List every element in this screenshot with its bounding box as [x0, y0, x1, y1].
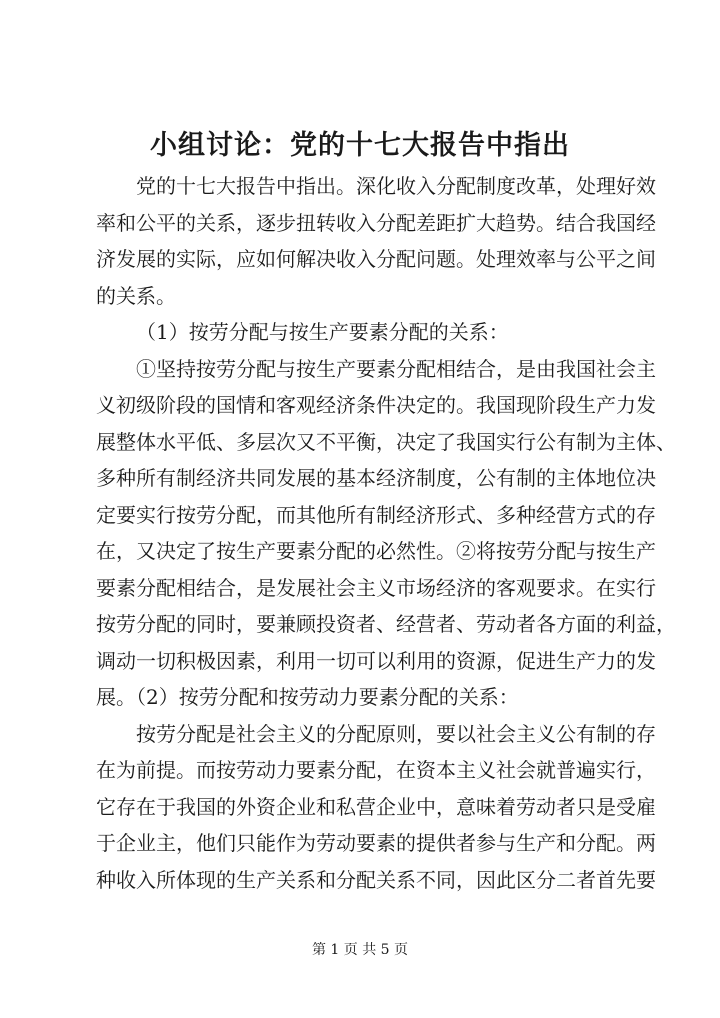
paragraph-line: 定要实行按劳分配，而其他所有制经济形式、多种经营方式的存	[96, 502, 656, 527]
paragraph-line: 义初级阶段的国情和客观经济条件决定的。我国现阶段生产力发	[96, 393, 656, 417]
page-footer: 第 1 页 共 5 页	[311, 942, 409, 958]
document-title: 小组讨论：党的十七大报告中指出	[150, 130, 570, 161]
paragraph-line: 在为前提。而按劳动力要素分配，在资本主义社会就普遍实行，	[96, 758, 656, 782]
paragraph-line: （1）按劳分配与按生产要素分配的关系：	[136, 320, 509, 344]
paragraph-line: ①坚持按劳分配与按生产要素分配相结合，是由我国社会主	[136, 356, 656, 381]
paragraph-line: 展整体水平低、多层次又不平衡，决定了我国实行公有制为主体、	[96, 429, 676, 454]
paragraph-line: 按劳分配的同时，要兼顾投资者、经营者、劳动者各方面的利益，	[96, 612, 676, 636]
paragraph-line: 多种所有制经济共同发展的基本经济制度，公有制的主体地位决	[96, 466, 656, 490]
paragraph-line: 要素分配相结合，是发展社会主义市场经济的客观要求。在实行	[96, 575, 656, 600]
paragraph-line: 调动一切积极因素，利用一切可以利用的资源，促进生产力的发	[96, 648, 656, 673]
paragraph-line: 它存在于我国的外资企业和私营企业中，意味着劳动者只是受雇	[96, 794, 656, 819]
document-body	[96, 168, 676, 898]
paragraph-line: 率和公平的关系，逐步扭转收入分配差距扩大趋势。结合我国经	[96, 210, 656, 235]
paragraph-line: 的关系。	[96, 283, 176, 308]
paragraph-line: 种收入所体现的生产关系和分配关系不同，因此区分二者首先要	[96, 867, 656, 892]
paragraph-line: 济发展的实际，应如何解决收入分配问题。处理效率与公平之间	[96, 247, 656, 271]
paragraph-line: 在，又决定了按生产要素分配的必然性。②将按劳分配与按生产	[96, 539, 656, 563]
paragraph-line: 党的十七大报告中指出。深化收入分配制度改革，处理好效	[136, 174, 656, 198]
paragraph-line: 按劳分配是社会主义的分配原则，要以社会主义公有制的存	[136, 721, 656, 746]
paragraph-line: 于企业主，他们只能作为劳动要素的提供者参与生产和分配。两	[96, 831, 656, 855]
paragraph-line: 展。（2）按劳分配和按劳动力要素分配的关系：	[96, 685, 519, 709]
